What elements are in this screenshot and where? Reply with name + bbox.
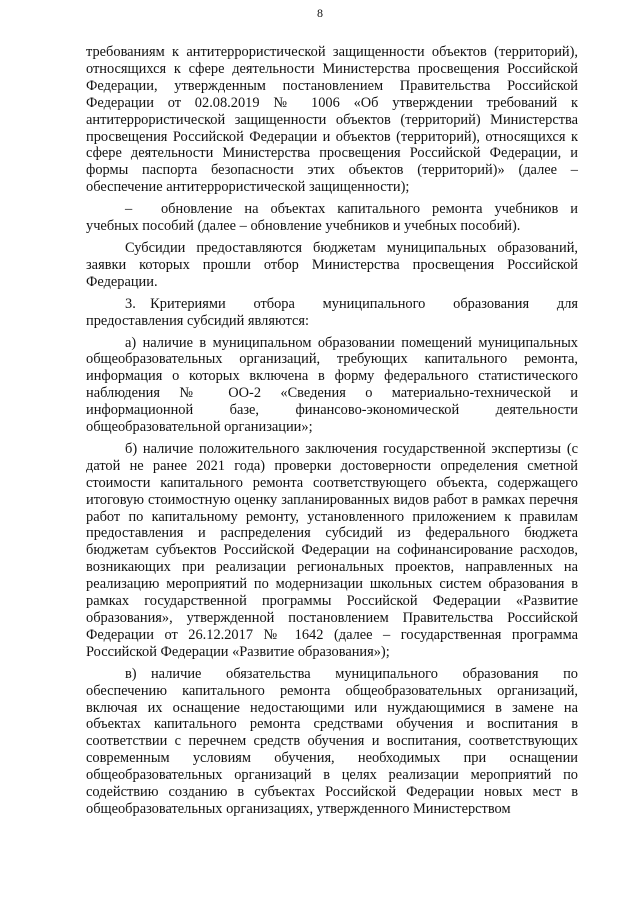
- paragraph-item-b: б) наличие положительного заключения государственной экспертизы (с датой не ранее 2021 года) проверки достоверности определения сметной стоимости капитального ремонта соответствующего объекта, содержащего итоговую стоимостную оценку запланированных видов работ в рамках перечня работ по капитальному ремонту, установленного приложением к правилам предоставления и распределения субсидий из федерального бюджета бюджетам субъектов Российской Федерации на софинансирование расходов, возникающих при реализации региональных проектов, направленных на реализацию мероприятий по модернизации школьных систем образования в рамках государственной программы Российской Федерации «Развитие образования», утвержденной постановлением Правительства Российской Федерации от 26.12.2017 № 1642 (далее – государственная программа Российской Федерации «Развитие образования»);: [86, 440, 578, 660]
- document-body: [86, 44, 578, 823]
- paragraph-item-3-criteria: 3. Критериями отбора муниципального образования для предоставления субсидий являются:: [86, 295, 578, 329]
- paragraph-subsidies-provided: Субсидии предоставляются бюджетам муниципальных образований, заявки которых прошли отбор Министерства просвещения Российской Федерации.: [86, 239, 578, 290]
- page-number: 8: [317, 6, 323, 20]
- paragraph-antiterror-continuation: требованиям к антитеррористической защищенности объектов (территорий), относящихся к сфере деятельности Министерства просвещения Российской Федерации, утвержденным постановлением Правительства Российской Федерации от 02.08.2019 № 1006 «Об утверждении требований к антитеррористической защищенности объектов (территорий) Министерства просвещения Российской Федерации и объектов (территорий), относящихся к сфере деятельности Министерства просвещения Российской Федерации, и формы паспорта безопасности этих объектов (территорий)» (далее – обеспечение антитеррористической защищенности);: [86, 44, 578, 196]
- paragraph-textbooks-update: – обновление на объектах капитального ремонта учебников и учебных пособий (далее – обновление учебников и учебных пособий).: [86, 201, 578, 235]
- paragraph-item-v: в) наличие обязательства муниципального образования по обеспечению капитального ремонта общеобразовательных организаций, включая их оснащение недостающими или нуждающимися в замене на объектах капитального ремонта средствами обучения и воспитания в соответствии с перечнем средств обучения и воспитания, соответствующих современным условиям обучения, необходимых при оснащении общеобразовательных организаций в целях реализации мероприятий по содействию созданию в субъектах Российской Федерации новых мест в общеобразовательных организациях, утвержденного Министерством: [86, 665, 578, 817]
- paragraph-item-a: а) наличие в муниципальном образовании помещений муниципальных общеобразовательных организаций, требующих капитального ремонта, информация о которых включена в форму федерального статистического наблюдения № ОО-2 «Сведения о материально-технической и информационной базе, финансово-экономической деятельности общеобразовательной организации»;: [86, 334, 578, 436]
